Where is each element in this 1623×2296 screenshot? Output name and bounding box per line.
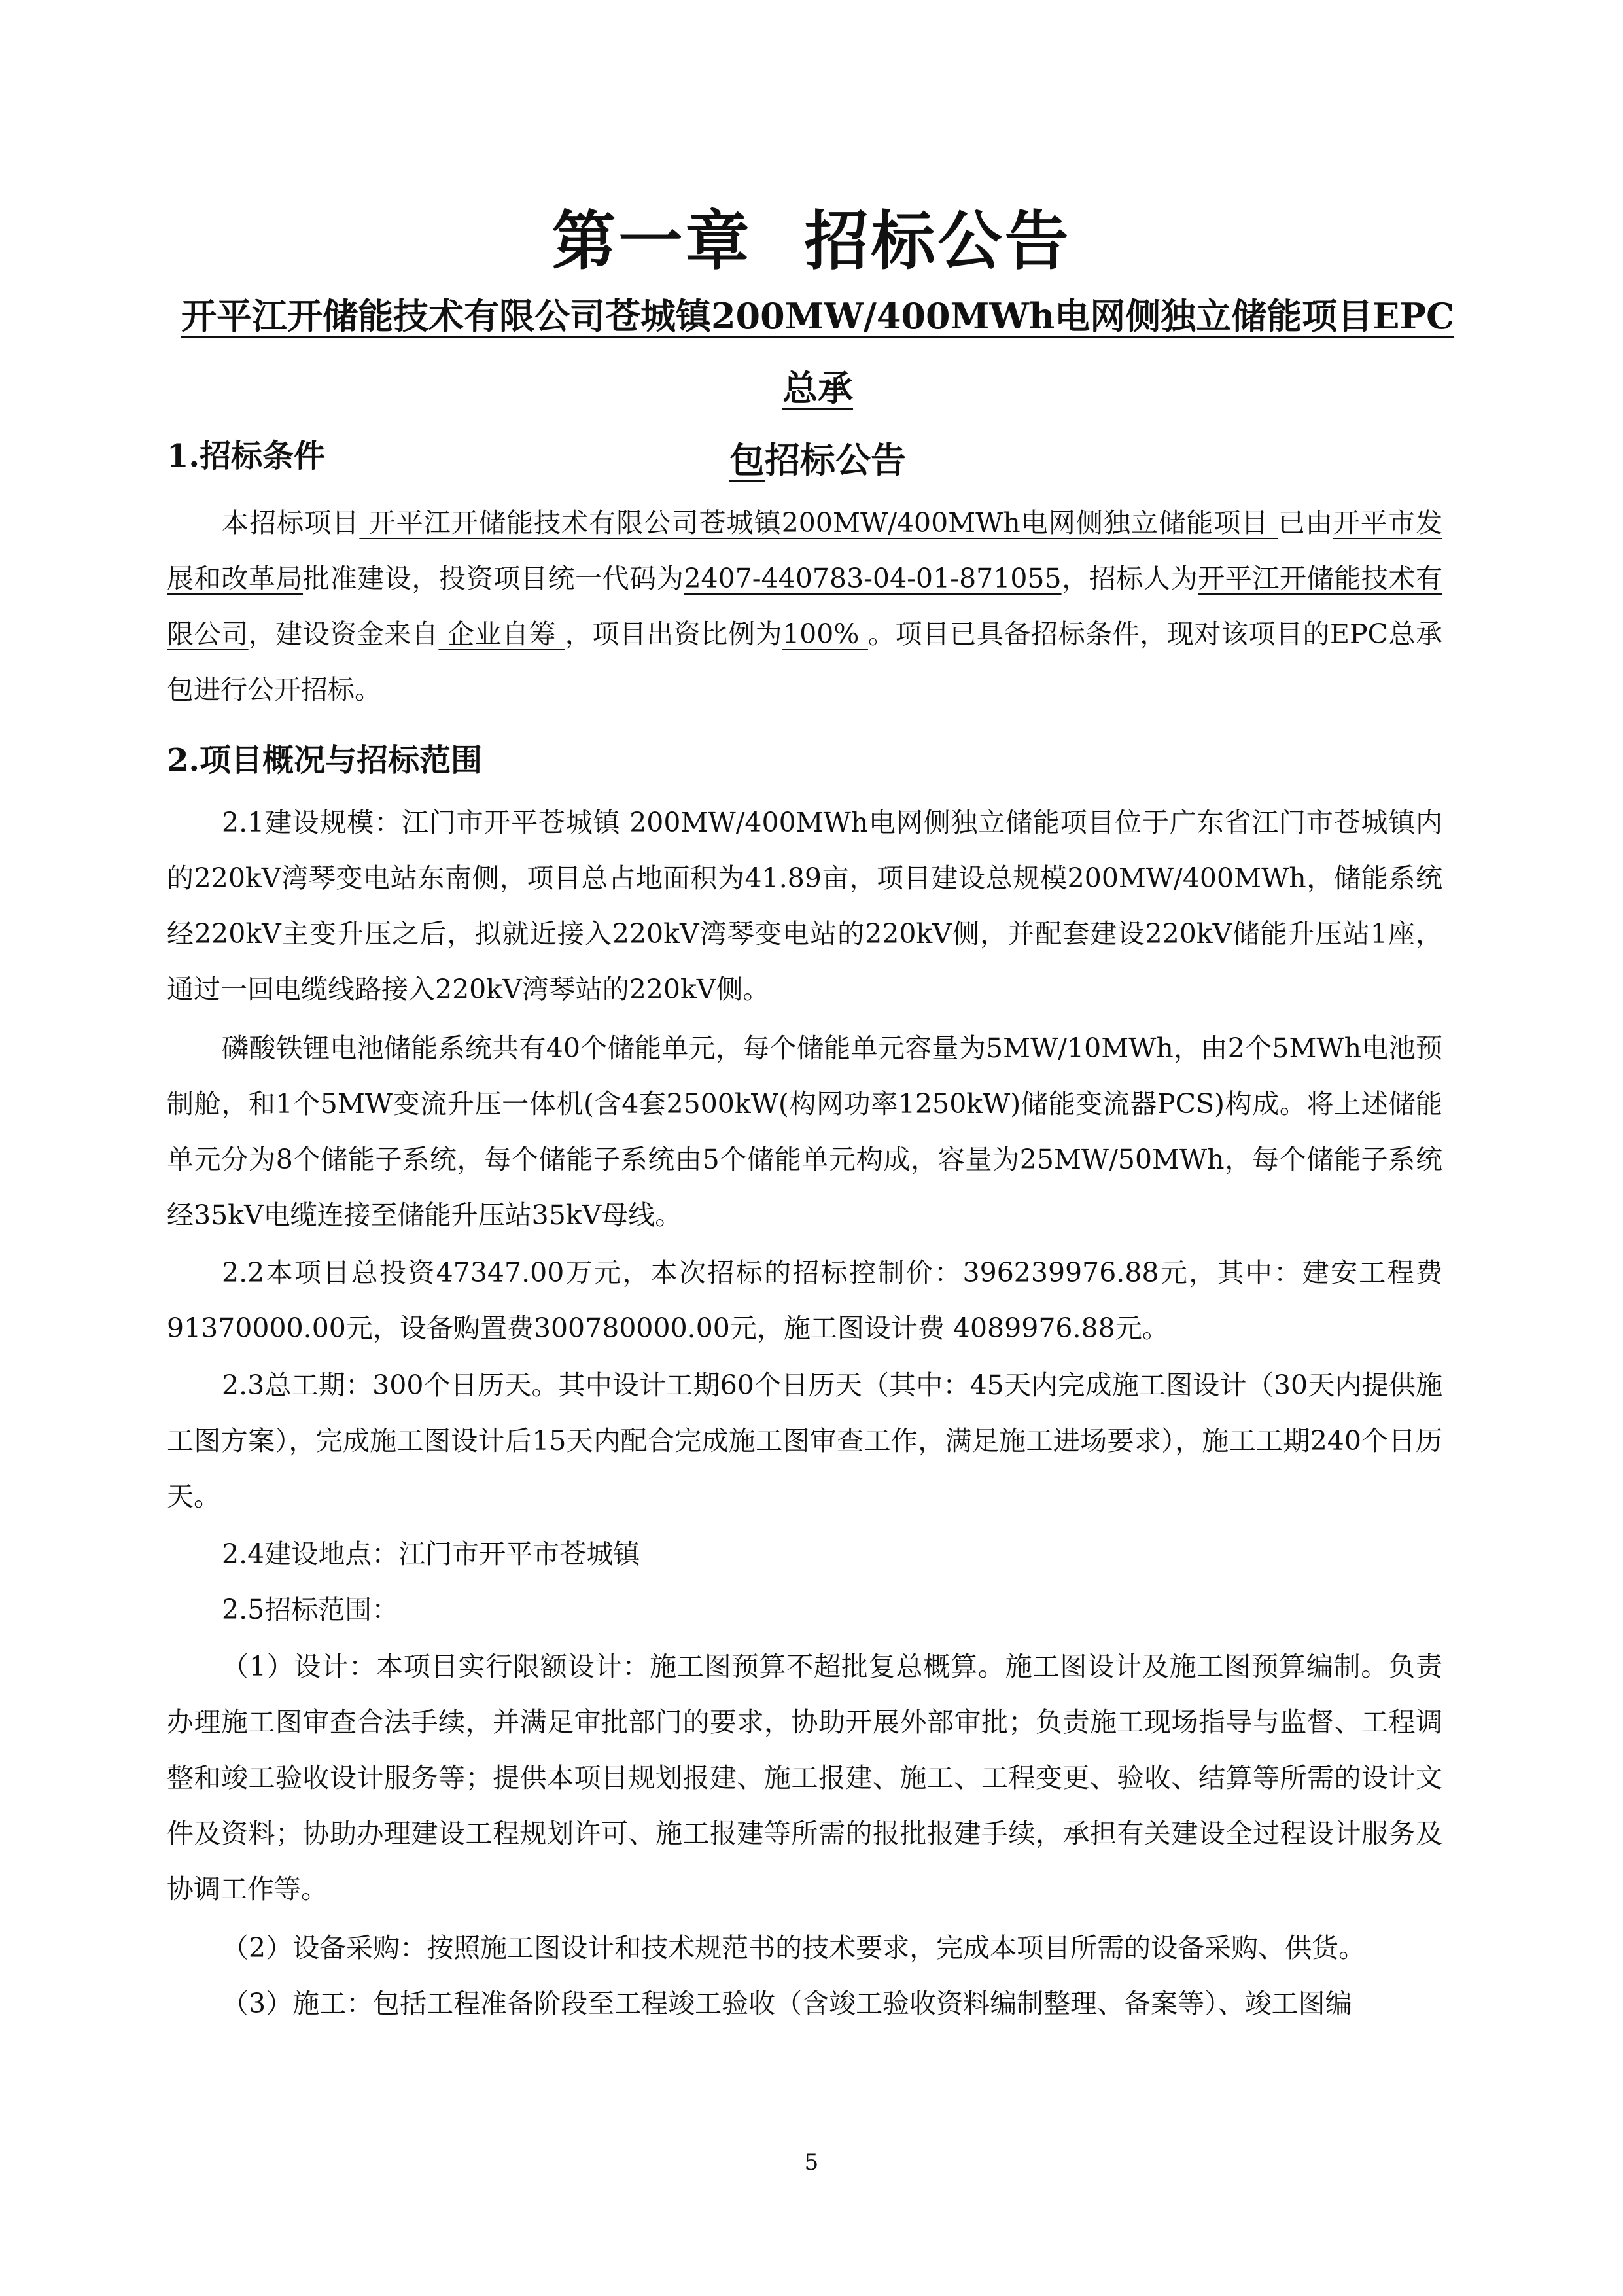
page-number: 5 (804, 2149, 819, 2176)
tenderer-name: 开平江开储能技术有限公司 (167, 563, 1443, 650)
project-code: 2407-440783-04-01-871055 (684, 563, 1062, 594)
text-run: 本招标项目 (222, 507, 360, 539)
text-run: 已由 (1278, 507, 1333, 539)
paragraph-2-5: 2.5招标范围： (222, 1594, 399, 1625)
paragraph-procurement-scope: （2）设备采购：按照施工图设计和技术规范书的技术要求，完成本项目所需的设备采购、供货。 (222, 1932, 1366, 1964)
notice-title (167, 280, 1469, 496)
text-run: 。项目已具备招标条件，现对该项目的EPC总承包进行公开招标。 (167, 618, 1443, 705)
notice-title-line2-underlined: 包 (729, 439, 765, 481)
text-run: ，建设资金来自 (248, 618, 439, 650)
text-run: 批准建设，投资项目统一代码为 (303, 563, 684, 594)
section-heading-2: 2.项目概况与招标范围 (167, 742, 483, 779)
funding-ratio: 100% (782, 618, 868, 650)
project-name: 开平江开储能技术有限公司苍城镇200MW/400MWh电网侧独立储能项目 (359, 507, 1278, 539)
approval-authority: 开平市发展和改革局 (167, 507, 1443, 594)
paragraph-battery-system: 磷酸铁锂电池储能系统共有40个储能单元，每个储能单元容量为5MW/10MWh，由2个5MWh电池预制舱，和1个5MW变流升压一体机(含4套2500kW(构网功率1250kW)储能变流器PCS)构成。将上述储能单元分为8个储能子系统，每个储能子系统由5个储能单元构成，容量为25MW/50MWh，每个储能子系统经35kV电缆连接至储能升压站35kV母线。 (167, 1033, 1442, 1231)
section-heading-1: 1.招标条件 (167, 438, 326, 474)
chapter-name: 招标公告 (804, 203, 1072, 279)
paragraph-2-2: 2.2本项目总投资47347.00万元，本次招标的招标控制价：396239976.88元，其中：建安工程费91370000.00元，设备购置费300780000.00元，施工图设计费 4089976.88元。 (167, 1257, 1442, 1344)
chapter-title (0, 190, 1623, 282)
paragraph-bid-conditions (167, 495, 1442, 718)
paragraph-2-3: 2.3总工期：300个日历天。其中设计工期60个日历天（其中：45天内完成施工图设计（30天内提供施工图方案），完成施工图设计后15天内配合完成施工图审查工作，满足施工进场要求），施工工期240个日历天。 (167, 1369, 1442, 1512)
paragraph-2-4: 2.4建设地点：江门市开平市苍城镇 (222, 1538, 640, 1570)
chapter-number: 第一章 (551, 203, 752, 279)
notice-title-line1: 开平江开储能技术有限公司苍城镇200MW/400MWh电网侧独立储能项目EPC总承 (181, 295, 1454, 409)
notice-title-line2: 招标公告 (765, 439, 906, 481)
paragraph-2-1: 2.1建设规模：江门市开平苍城镇 200MW/400MWh电网侧独立储能项目位于广东省江门市苍城镇内的220kV湾琴变电站东南侧，项目总占地面积为41.89亩，项目建设总规模200MW/400MWh，储能系统经220kV主变升压之后，拟就近接入220kV湾琴变电站的220kV侧，并配套建设220kV储能升压站1座，通过一回电缆线路接入220kV湾琴站的220kV侧。 (167, 807, 1442, 1005)
text-run: ，招标人为 (1061, 563, 1198, 594)
funding-source: 企业自筹 (438, 618, 565, 650)
paragraph-construction-scope: （3）施工：包括工程准备阶段至工程竣工验收（含竣工验收资料编制整理、备案等）、竣工图编 (222, 1988, 1352, 2019)
text-run: ，项目出资比例为 (565, 618, 783, 650)
paragraph-design-scope: （1）设计：本项目实行限额设计：施工图预算不超批复总概算。施工图设计及施工图预算编制。负责办理施工图审查合法手续，并满足审批部门的要求，协助开展外部审批；负责施工现场指导与监督、工程调整和竣工验收设计服务等；提供本项目规划报建、施工报建、施工、工程变更、验收、结算等所需的设计文件及资料；协助办理建设工程规划许可、施工报建等所需的报批报建手续，承担有关建设全过程设计服务及协调工作等。 (167, 1651, 1442, 1905)
